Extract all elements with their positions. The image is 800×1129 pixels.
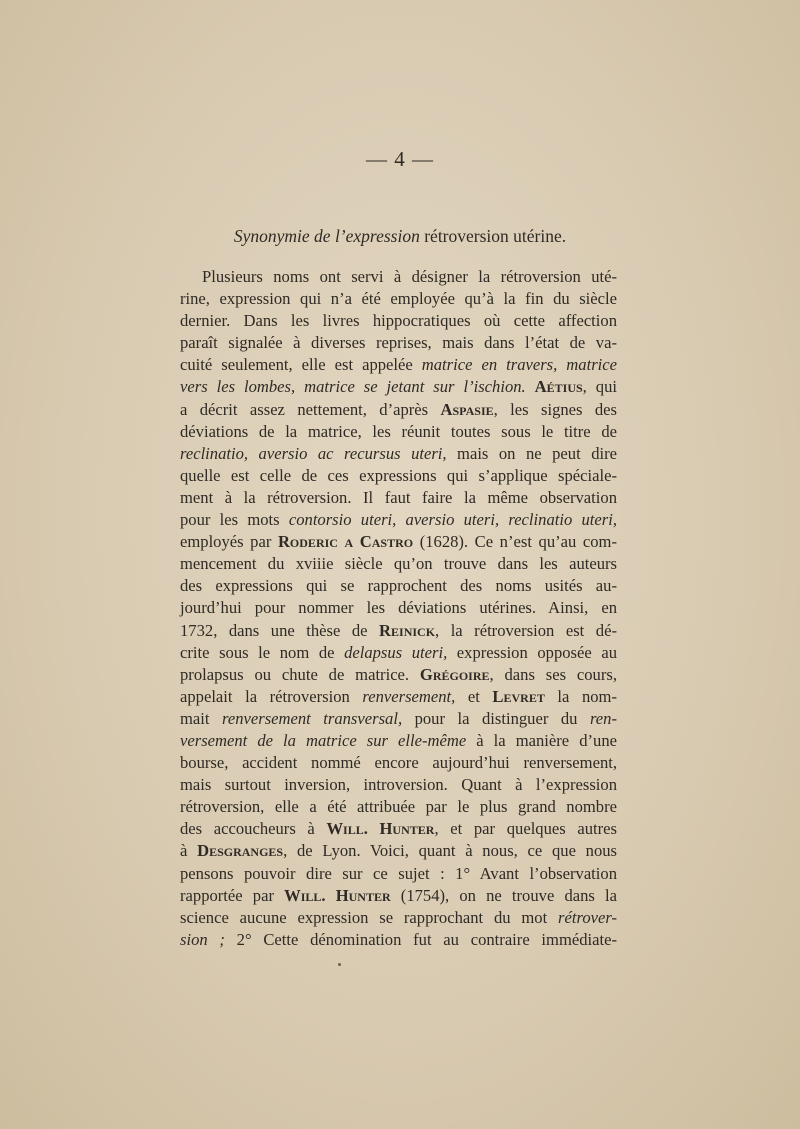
text-line <box>180 664 617 686</box>
italic-term: versement de la matrice sur elle-même <box>180 730 467 750</box>
text-run: la nom- <box>544 686 617 706</box>
text-line <box>180 421 617 443</box>
text-run: a décrit assez nettement, d’après <box>180 399 441 419</box>
body-paragraph <box>180 266 617 951</box>
author-name: Grégoire <box>419 664 490 684</box>
text-run: mait <box>180 708 222 728</box>
section-title <box>0 226 800 247</box>
author-name: Aspasie <box>440 399 494 419</box>
text-run: , dans ses cours, <box>489 664 617 684</box>
author-name: Levret <box>492 686 545 706</box>
italic-term: delapsus uteri, <box>344 642 448 662</box>
text-line <box>180 487 617 509</box>
text-line <box>180 597 617 619</box>
text-line <box>180 642 617 664</box>
text-run: rétroversion, elle a été attribuée par le plus grand nombre <box>180 797 617 817</box>
italic-term: renversement, <box>362 686 456 706</box>
text-run: science aucune expression se rapprochant du mot <box>180 907 559 927</box>
text-run: quelle est celle de ces expressions qui s’applique spéciale- <box>180 465 617 485</box>
text-run: pour la distinguer du <box>402 708 590 728</box>
text-line <box>180 310 617 332</box>
text-run: paraît signalée à diverses reprises, mais dans l’état de va- <box>180 333 617 353</box>
text-run: , de Lyon. Voici, quant à nous, ce que nous <box>283 841 618 861</box>
text-run: prolapsus ou chute de matrice. <box>180 664 420 684</box>
text-line <box>180 708 617 730</box>
text-line <box>180 929 617 951</box>
italic-term: matrice en travers, matrice <box>421 355 617 375</box>
text-run: déviations de la matrice, les réunit toutes sous le titre de <box>180 421 617 441</box>
text-line <box>180 752 617 774</box>
text-run: rapportée par <box>180 885 285 905</box>
text-line <box>180 818 617 840</box>
text-line <box>180 575 617 597</box>
text-run: employés par <box>180 532 278 552</box>
text-run: jourd’hui pour nommer les déviations utérines. Ainsi, en <box>180 598 617 618</box>
text-line <box>180 266 617 288</box>
italic-term: reclinatio, aversio ac recursus uteri, <box>180 443 447 463</box>
author-name: Reinick <box>379 620 436 640</box>
text-line <box>180 730 617 752</box>
text-run: , la rétroversion est dé- <box>435 620 617 640</box>
text-run: ment à la rétroversion. Il faut faire la même observation <box>180 487 617 507</box>
text-run <box>526 377 535 396</box>
text-line <box>180 332 617 354</box>
text-run: Plusieurs noms ont servi à désigner la rétroversion uté- <box>202 267 617 286</box>
text-run: , et par quelques autres <box>434 819 617 839</box>
text-line <box>180 863 617 885</box>
text-line <box>180 376 617 398</box>
section-title-roman: rétroversion utérine. <box>419 226 567 246</box>
text-run: (1628). Ce n’est qu’au com- <box>413 532 617 552</box>
text-line <box>180 443 617 465</box>
text-run: appelait la rétroversion <box>180 686 363 706</box>
author-name: Roderic a Castro <box>277 532 414 552</box>
text-line <box>180 354 617 376</box>
italic-term: sion ; <box>180 929 225 949</box>
ink-speck <box>338 963 341 966</box>
page-number: — 4 — <box>366 147 434 171</box>
text-line <box>180 531 617 553</box>
text-run: (1754), on ne trouve dans la <box>390 885 618 905</box>
text-line <box>180 288 617 310</box>
section-title-italic: Synonymie de l’expression <box>233 226 420 246</box>
text-line <box>180 465 617 487</box>
italic-term: ren- <box>589 708 617 728</box>
italic-term: vers les lombes, matrice se jetant sur l’ischion. <box>180 377 526 397</box>
text-run: mais on ne peut dire <box>446 443 617 463</box>
text-line <box>180 553 617 575</box>
text-run: pour les mots <box>180 510 289 530</box>
text-run: , les signes des <box>493 399 617 419</box>
text-run: des expressions qui se rapprochent des noms usités au- <box>180 576 617 596</box>
text-line <box>180 620 617 642</box>
text-run: des accoucheurs à <box>180 819 327 839</box>
author-name: Aétius <box>534 377 583 397</box>
text-line <box>180 796 617 818</box>
italic-term: rétrover- <box>558 907 617 927</box>
text-line <box>180 399 617 421</box>
text-line <box>180 885 617 907</box>
italic-term: renversement transversal, <box>222 708 403 728</box>
text-line <box>180 840 617 862</box>
text-run: , qui <box>582 377 617 397</box>
text-run: expression opposée au <box>447 642 617 662</box>
text-run: mencement du xviiie siècle qu’on trouve dans les auteurs <box>180 554 617 574</box>
author-name: Will. Hunter <box>326 819 435 839</box>
text-line <box>180 509 617 531</box>
text-run: crite sous le nom de <box>180 642 345 662</box>
text-line <box>180 686 617 708</box>
text-run: cuité seulement, elle est appelée <box>180 355 422 375</box>
text-run: 2° Cette dénomination fut au contraire immédiate- <box>224 929 617 949</box>
text-run: rine, expression qui n’a été employée qu’à la fin du siècle <box>180 289 617 309</box>
italic-term: contorsio uteri, aversio uteri, reclinatio uteri, <box>288 510 617 530</box>
text-run: pensons pouvoir dire sur ce sujet : 1° Avant l’observation <box>180 863 617 883</box>
text-run: dernier. Dans les livres hippocratiques où cette affection <box>180 311 617 331</box>
author-name: Desgranges <box>197 841 284 861</box>
text-run: 1732, dans une thèse de <box>180 620 380 640</box>
text-line <box>180 907 617 929</box>
author-name: Will. Hunter <box>284 885 391 905</box>
text-run: à la manière d’une <box>466 730 617 750</box>
text-run: mais surtout inversion, introversion. Quant à l’expression <box>180 775 617 795</box>
text-run: à <box>180 841 198 861</box>
text-run: bourse, accident nommé encore aujourd’hui renversement, <box>180 753 617 773</box>
text-run: et <box>455 686 493 706</box>
text-line <box>180 774 617 796</box>
